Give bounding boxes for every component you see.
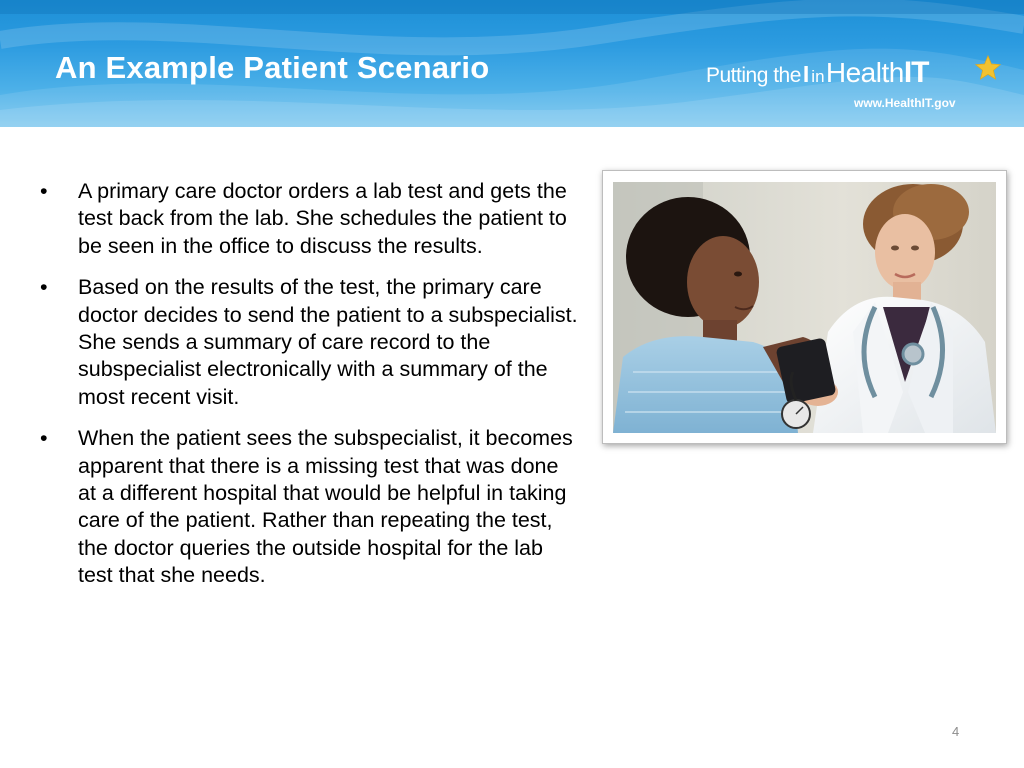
slide-title: An Example Patient Scenario	[55, 50, 490, 85]
bullet-item	[40, 425, 580, 589]
bullet-list	[40, 178, 580, 604]
bullet-marker: •	[40, 179, 48, 203]
logo-health: Health	[825, 57, 904, 88]
bullet-marker: •	[40, 426, 48, 451]
logo-it: IT	[903, 56, 929, 89]
header-banner	[0, 0, 1024, 127]
bullet-text: When the patient sees the subspecialist, it becomes apparent that there is a missing test that was done at a different hospital that would be helpful in taking care of the patient. Rather than repeating the test, the doctor queries the outside hospital for the lab test that she needs.	[78, 426, 573, 588]
healthit-logo	[706, 48, 1006, 118]
logo-wordmark	[706, 56, 928, 90]
bullet-text: Based on the results of the test, the primary care doctor decides to send the patient to a subspecialist. She sends a summary of care record to the subspecialist electronically with a summary of the most recent visit.	[78, 275, 578, 409]
page-number: 4	[952, 724, 960, 739]
photo-frame	[602, 170, 1007, 444]
logo-letter: I	[802, 61, 810, 87]
logo-in: in	[811, 67, 825, 86]
bullet-item	[40, 178, 580, 260]
logo-prefix: Putting the	[706, 64, 801, 87]
bullet-text: A primary care doctor orders a lab test and gets the test back from the lab. She schedules the patient to be seen in the office to discuss the results.	[78, 179, 567, 258]
doctor-patient-photo	[613, 182, 996, 433]
bullet-marker: •	[40, 275, 48, 300]
doctor-patient-illustration	[613, 182, 996, 433]
logo-url: www.HealthIT.gov	[854, 96, 956, 110]
star-icon	[974, 54, 1002, 82]
bullet-item	[40, 274, 580, 411]
